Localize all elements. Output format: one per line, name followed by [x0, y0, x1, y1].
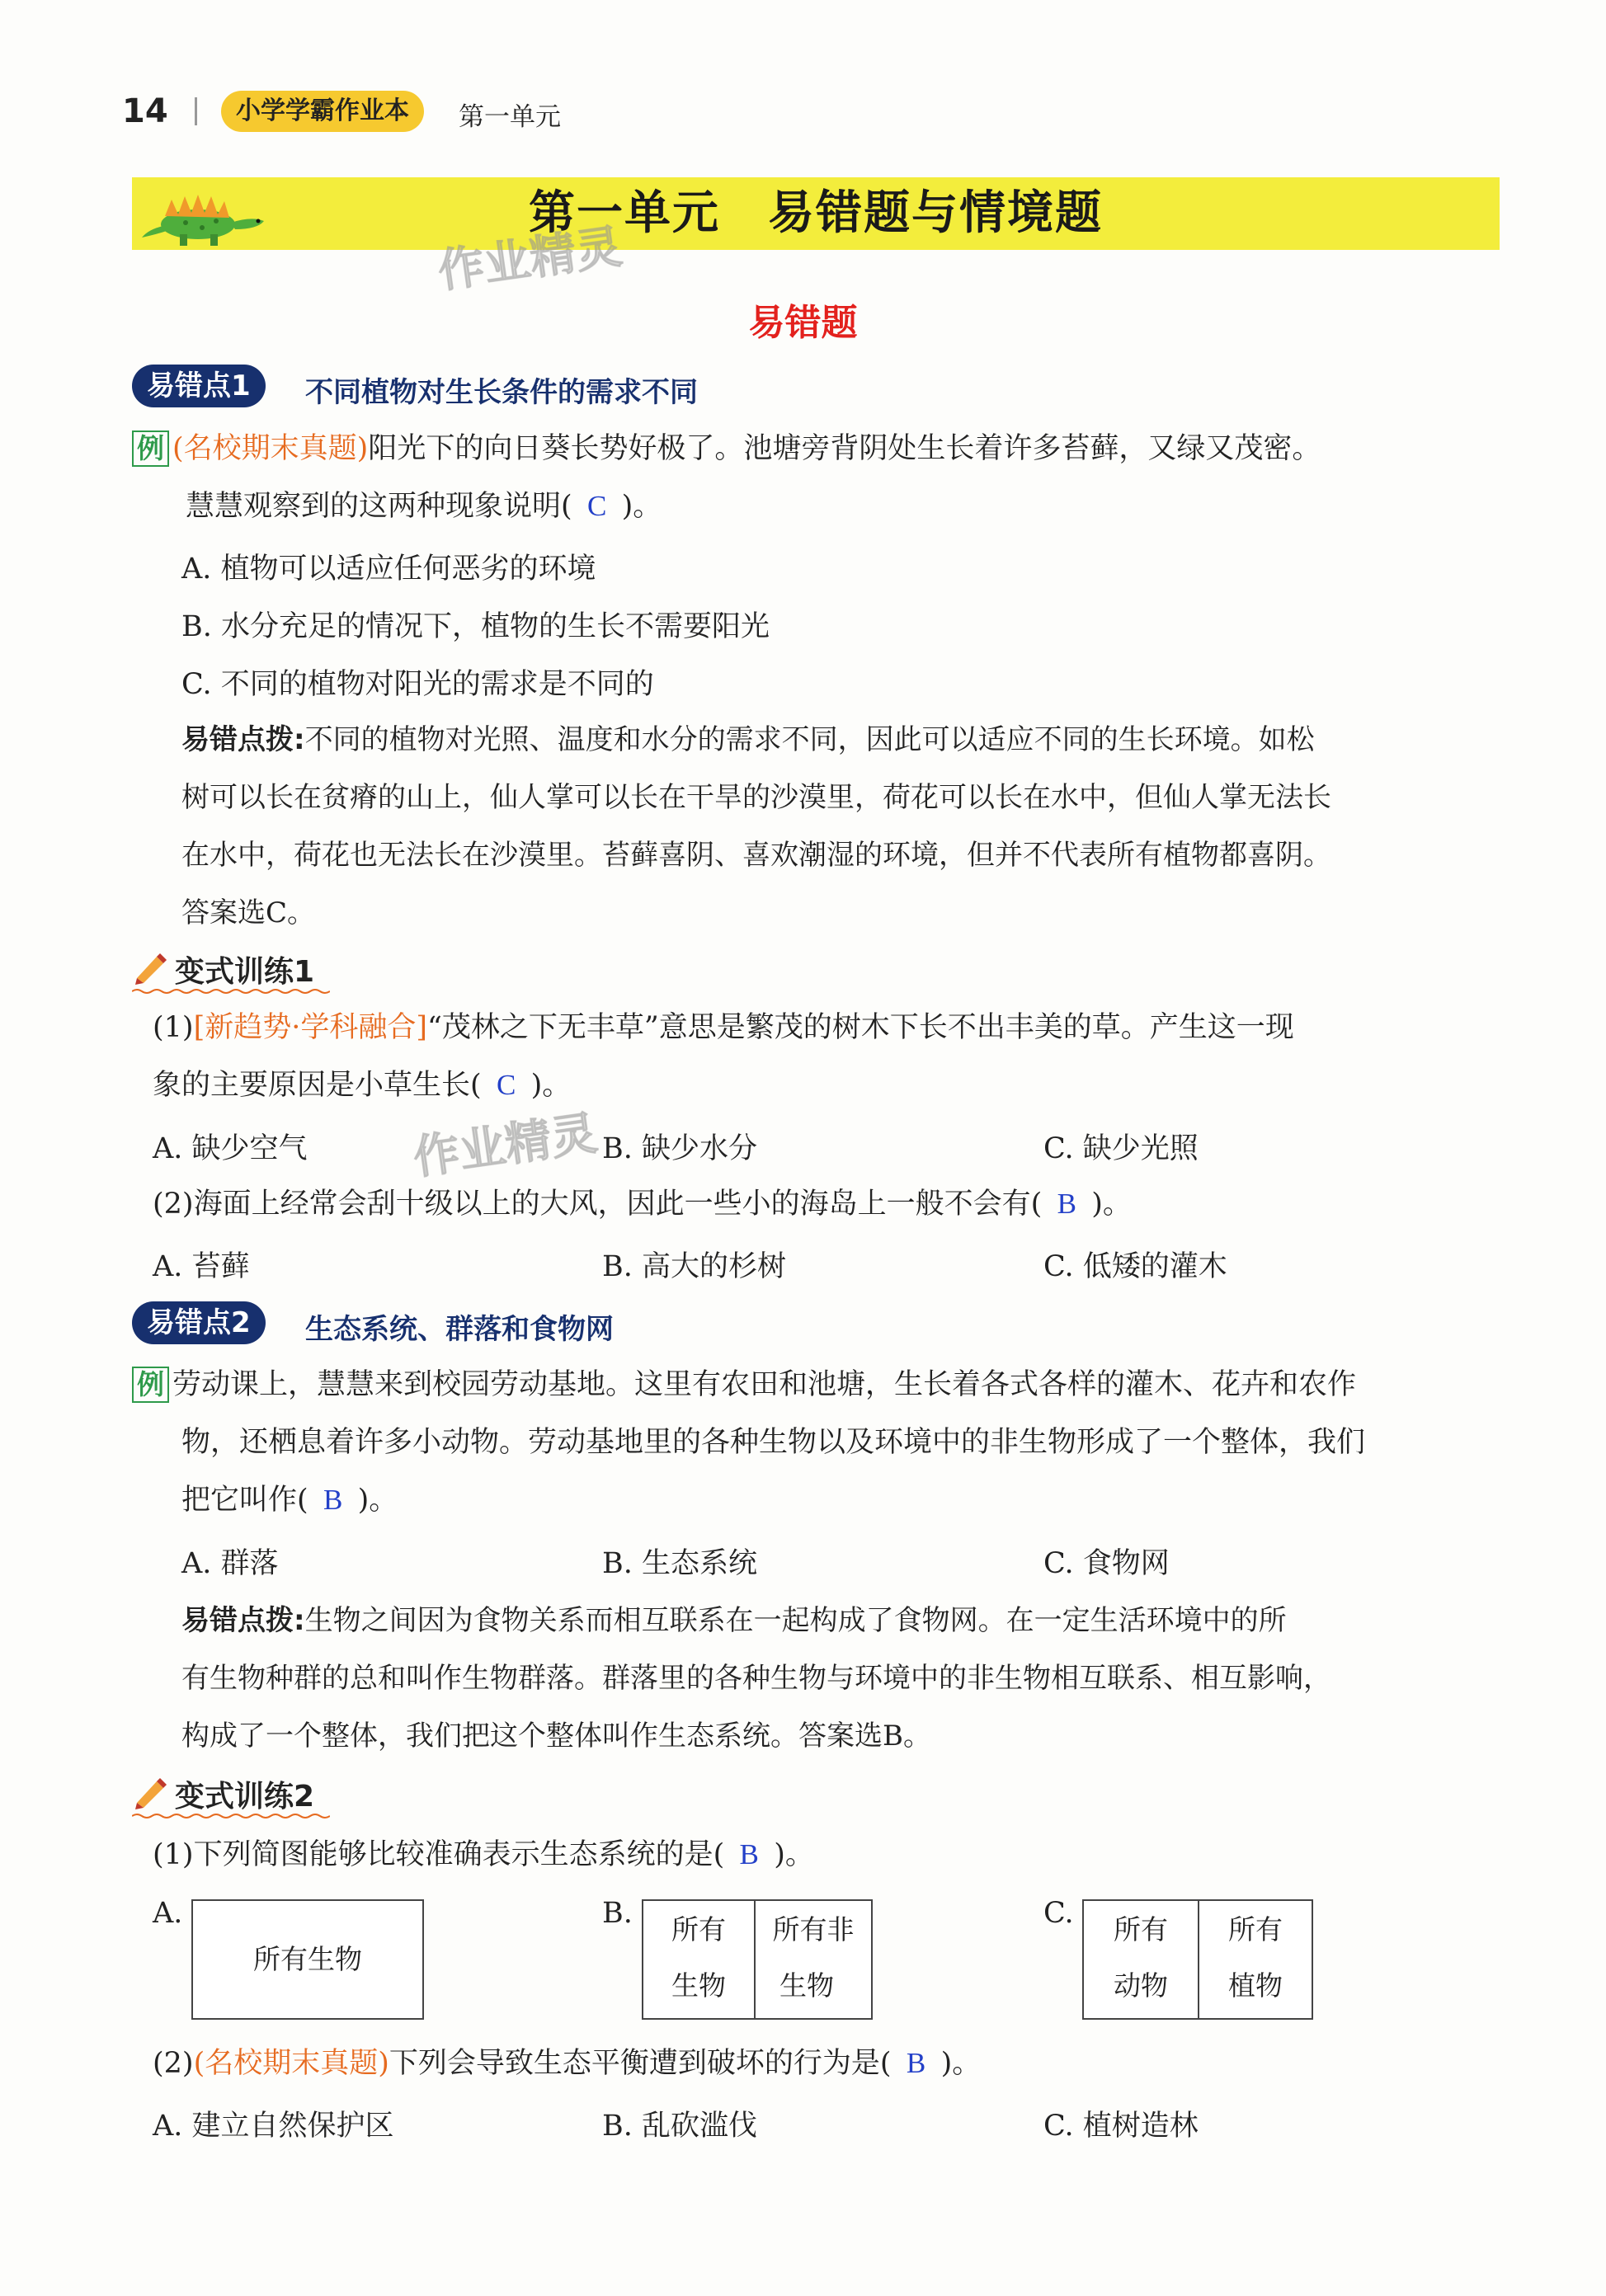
q1-option-c: C. 缺少光照	[1043, 1132, 1199, 1165]
error-point-2-title: 生态系统、群落和食物网	[305, 1313, 614, 1346]
tip-line: 树可以长在贫瘠的山上，仙人掌可以长在干旱的沙漠里，荷花可以长在水中，但仙人掌无法长	[181, 781, 1331, 814]
pencil-icon	[132, 1775, 168, 1811]
diagram-b-box	[642, 1899, 873, 2020]
section-title: 易错题	[748, 302, 858, 344]
example-2-line1	[132, 1365, 1356, 1404]
example-1-answer: C	[586, 490, 607, 522]
book-title-badge: 小学学霸作业本	[221, 91, 424, 132]
tip-line: 答案选C。	[181, 896, 316, 929]
q1-question-end: )。	[530, 1069, 572, 1102]
example-1-question-end: )。	[621, 490, 662, 523]
diagram-b-label: B.	[602, 1897, 633, 1930]
diagram-b-left-2: 生物	[671, 1969, 726, 2002]
diagram-c-box	[1082, 1899, 1313, 2020]
example-2-question: 把它叫作(	[181, 1484, 308, 1517]
q2-question-end: )。	[940, 2047, 982, 2080]
wavy-underline	[132, 1813, 330, 1819]
example-2-question-end: )。	[357, 1484, 398, 1517]
example-1-tip	[181, 711, 1518, 942]
example-2-line2: 物，还栖息着许多小动物。劳动基地里的各种生物以及环境中的非生物形成了一个整体，我们	[181, 1426, 1366, 1459]
example-1-question: 慧慧观察到的这两种现象说明(	[186, 490, 572, 523]
variant-1-q2	[153, 1184, 1132, 1224]
q1-text: “茂林之下无丰草”意思是繁茂的树木下长不出丰美的草。产生这一现	[427, 1011, 1294, 1044]
diagram-c-label: C.	[1043, 1897, 1074, 1930]
dinosaur-icon	[140, 183, 272, 249]
q2-option-c: C. 低矮的灌木	[1043, 1250, 1227, 1283]
example-1-option-c: C. 不同的植物对阳光的需求是不同的	[181, 668, 654, 701]
diagram-c-right-2: 植物	[1228, 1969, 1283, 2002]
diagram-c-left-1: 所有	[1114, 1913, 1168, 1945]
q1-answer: B	[739, 1838, 759, 1870]
unit-banner	[132, 177, 1500, 250]
variant-1-title: 变式训练1	[175, 955, 315, 989]
example-1-text: 阳光下的向日葵长势好极了。池塘旁背阴处生长着许多苔藓，又绿又茂密。	[368, 432, 1321, 465]
tip-line: 生物之间因为食物关系而相互联系在一起构成了食物网。在一定生活环境中的所	[304, 1604, 1287, 1637]
q2-answer: B	[1057, 1188, 1076, 1220]
q2-question: (2)海面上经常会刮十级以上的大风，因此一些小的海岛上一般不会有(	[153, 1188, 1043, 1221]
tip-line: 在水中，荷花也无法长在沙漠里。苔藓喜阴、喜欢潮湿的环境，但并不代表所有植物都喜阴。	[181, 839, 1331, 872]
diagram-a-text: 所有生物	[253, 1943, 362, 1975]
q2-question-end: )。	[1091, 1188, 1132, 1221]
example-1-line2	[186, 487, 662, 526]
variant-1-q1-line1	[153, 1008, 1294, 1047]
diagram-a-box	[191, 1899, 424, 2020]
example-2-text: 劳动课上，慧慧来到校园劳动基地。这里有农田和池塘，生长着各式各样的灌木、花卉和农作	[172, 1368, 1357, 1401]
diagram-b-left-1: 所有	[671, 1913, 726, 1945]
error-point-1-badge: 易错点1	[132, 365, 266, 407]
q2-question: 下列会导致生态平衡遭到破坏的行为是(	[389, 2047, 892, 2080]
q2-option-b: B. 乱砍滥伐	[602, 2110, 757, 2143]
tip-line: 不同的植物对光照、温度和水分的需求不同，因此可以适应不同的生长环境。如松	[304, 723, 1315, 756]
q1-answer: C	[496, 1069, 516, 1101]
page-number: 14	[122, 92, 168, 130]
tip-line: 有生物种群的总和叫作生物群落。群落里的各种生物与环境中的非生物相互联系、相互影响，	[181, 1662, 1331, 1695]
example-1-tag: (名校期末真题)	[172, 432, 369, 465]
example-1-option-b: B. 水分充足的情况下，植物的生长不需要阳光	[181, 610, 770, 643]
q1-tag: [新趋势·学科融合]	[193, 1011, 428, 1044]
diagram-b-right-1: 所有非	[772, 1913, 855, 1945]
q2-number: (2)	[153, 2047, 194, 2080]
banner-title: 第一单元 易错题与情境题	[529, 186, 1103, 240]
variant-2-q2	[153, 2044, 981, 2083]
q1-option-b: B. 缺少水分	[602, 1132, 757, 1165]
example-1-line1	[132, 429, 1321, 468]
example-label: 例	[132, 1367, 169, 1403]
diagram-c-right-1: 所有	[1228, 1913, 1283, 1945]
error-point-2-badge: 易错点2	[132, 1301, 266, 1344]
diagram-b-right-2: 生物	[779, 1969, 834, 2002]
watermark: 作业精灵	[410, 1106, 601, 1186]
tip-line: 构成了一个整体，我们把这个整体叫作生态系统。答案选B。	[181, 1720, 931, 1753]
variant-1-q1-line2	[153, 1066, 571, 1105]
tip-label: 易错点拨:	[181, 723, 305, 756]
variant-2-q1	[153, 1835, 814, 1875]
unit-label: 第一单元	[459, 102, 561, 132]
q2-option-c: C. 植树造林	[1043, 2110, 1199, 2143]
q1-question-end: )。	[774, 1838, 814, 1871]
tip-label: 易错点拨:	[181, 1604, 305, 1637]
example-2-option-c: C. 食物网	[1043, 1547, 1170, 1580]
q2-option-a: A. 苔藓	[153, 1250, 250, 1283]
q2-option-b: B. 高大的杉树	[602, 1250, 786, 1283]
header-divider	[195, 97, 197, 125]
example-2-tip	[181, 1592, 1518, 1765]
wavy-underline	[132, 988, 330, 995]
pencil-icon	[132, 950, 168, 986]
q1-option-a: A. 缺少空气	[153, 1132, 308, 1165]
q2-tag: (名校期末真题)	[193, 2047, 389, 2080]
variant-2-title: 变式训练2	[175, 1780, 315, 1814]
example-2-option-a: A. 群落	[181, 1547, 279, 1580]
q2-option-a: A. 建立自然保护区	[153, 2110, 394, 2143]
example-1-option-a: A. 植物可以适应任何恶劣的环境	[181, 553, 596, 586]
diagram-a-label: A.	[153, 1897, 183, 1930]
error-point-1-title: 不同植物对生长条件的需求不同	[305, 376, 698, 409]
q2-answer: B	[906, 2047, 926, 2079]
example-2-line3	[181, 1480, 398, 1520]
example-2-answer: B	[323, 1484, 343, 1516]
q1-number: (1)	[153, 1011, 194, 1044]
example-label: 例	[132, 430, 169, 467]
example-2-option-b: B. 生态系统	[602, 1547, 757, 1580]
q1-question: 象的主要原因是小草生长(	[153, 1069, 482, 1102]
watermark: 作业精灵	[435, 219, 626, 299]
q1-question: (1)下列简图能够比较准确表示生态系统的是(	[153, 1838, 725, 1871]
diagram-c-left-2: 动物	[1114, 1969, 1168, 2002]
